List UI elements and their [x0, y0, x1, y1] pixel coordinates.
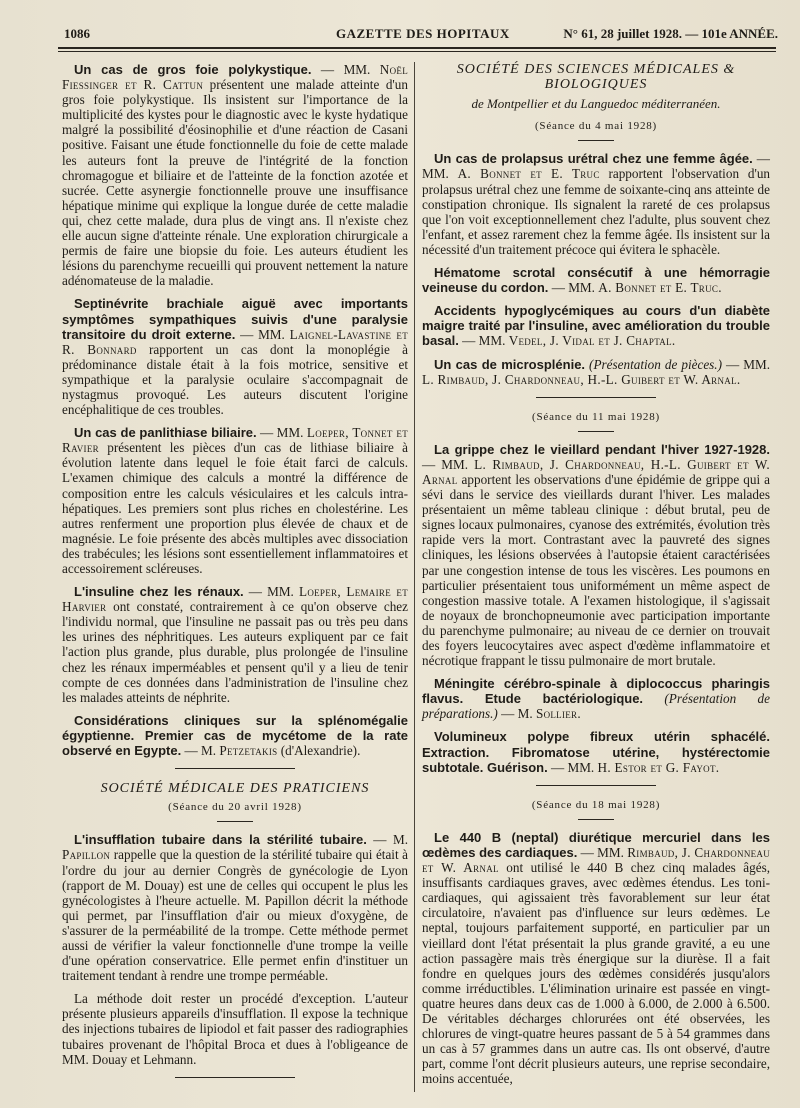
- journal-title: GAZETTE DES HOPITAUX: [336, 26, 510, 41]
- short-rule: [578, 140, 614, 141]
- article-hematome: Hématome scrotal consécutif à une hémorragie veineuse du cordon. — MM. A. Bonnet et E. Truc.: [422, 265, 770, 296]
- section-divider: [175, 1077, 295, 1078]
- article-title: L'insuline chez les rénaux.: [74, 584, 244, 600]
- article-title: Méningite cérébro-spinale à diplococcus pharingis flavus. Etude bactériologique.: [422, 676, 770, 707]
- article-authors: A. Bonnet et E. Truc: [457, 166, 600, 182]
- article-title: Un cas de panlithiase biliaire.: [74, 425, 257, 441]
- article-title: Un cas de microsplénie.: [434, 356, 586, 372]
- article-neptal: Le 440 B (neptal) diurétique mercuriel dans les œdèmes des cardiaques. — MM. Rimbaud, J. Chardonneau et W. Arnal ont utilisé le 440 B chez cinq malades âgés, insuffisants cardiaques graves, avec œdèmes étendus. Les toni-cardiaques, qui agissaient très favorablement sur leur état circulatoire, n'avaient pas d'influence sur leurs œdèmes. Le neptal, toujours parfaitement supporté, en particulier par un vieillard dont l'état présentait la plus grande gravité, a eu une action passagère mais très énergique sur la diurèse. Il a fait fondre en quelques jours des œdèmes considérés jusqu'alors comme irréductibles. L'élimination urinaire est passée en vingt-quatre heures dans deux cas de 1.000 à 6.000, de 2.000 à 6.500. De véritables décharges chlorurées ont été observées, les chlorures de vingt-quatre heures passant de 5 à 54 grammes dans un cas à 57 grammes dans un autre cas. Ils ont observé, d'autre part, comme l'ont décrit plusieurs auteurs, une reprise secondaire, moins accentuée,: [422, 829, 771, 1087]
- article-title: Considérations cliniques sur la splénomégalie égyptienne. Premier cas de mycétome de la rate observé en Egypte.: [62, 712, 408, 759]
- article-hypoglycemiques: Accidents hypoglycémiques au cours d'un diabète maigre traité par l'insuline, avec amélioration du trouble basal. — MM. Vedel, J. Vidal et J. Chaptal.: [422, 303, 770, 349]
- short-rule: [578, 819, 614, 820]
- article-meningite: Méningite cérébro-spinale à diplococcus pharingis flavus. Etude bactériologique. (Présentation de préparations.) — M. Sollier.: [422, 676, 770, 722]
- left-column: [62, 62, 408, 1090]
- article-title: Le 440 B (neptal) diurétique mercuriel dans les œdèmes des cardiaques.: [422, 829, 770, 860]
- session-date: (Séance du 18 mai 1928): [531, 798, 661, 811]
- section-divider: [536, 785, 656, 786]
- article-grippe: La grippe chez le vieillard pendant l'hiver 1927-1928. — MM. L. Rimbaud, J. Chardonneau, H.-L. Guibert et W. Arnal apportent les observations d'une épidémie de grippe qui a sévi dans le service des vieillards durant l'hiver. Les malades présentaient un même tableau clinique : début brutal, peu de signes locaux pulmonaires, cyanose des extrémités, évolution très rapide vers la mort. Contrastant avec la pauvreté des signes cliniques, les lésions observées à l'autopsie étaient caractérisées par une congestion intense de tous les viscères. Les poumons en particulier présentaient tous uniformément un même aspect de congestion massive totale. A l'examen histologique, il s'agissait de noyaux de bronchopneumonie avec participation importante du parenchyme pulmonaire; au niveau de ce dernier on trouvait des foyers leucocytaires avec aspect d'œdème inflammatoire et nécrotique frappant le tissu pulmonaire de mort brutale.: [422, 441, 771, 669]
- article-authors: Loeper, Lemaire et Harvier: [62, 584, 409, 615]
- session-date: (Séance du 4 mai 1928): [534, 120, 658, 133]
- article-insufflation: L'insufflation tubaire dans la stérilité tubaire. — M. Papillon rappelle que la question de la stérilité tubaire qui était à l'ordre du jour au dernier Congrès de gynécologie de Lyon (rapport de M. Douay) est une de celles qui occupent le plus les gynécologistes à l'heure actuelle. M. Papillon décrit la méthode qui permet, par l'insufflation d'air ou mieux d'oxygène, de s'assurer de la perméabilité de la trompe. Cette méthode permet aussi de vérifier la valeur fonctionnelle d'une trompe la veille d'une opération conservatrice. Elle permet enfin d'instituer un traitement tendant à rendre une trompe perméable.: [62, 832, 408, 984]
- article-microsplenie: Un cas de microsplénie. (Présentation de pièces.) — MM. L. Rimbaud, J. Chardonneau, H.-L. Guibert et W. Arnal.: [422, 356, 770, 387]
- article-splenomegalie: Considérations cliniques sur la splénomégalie égyptienne. Premier cas de mycétome de la rate observé en Egypte. — M. Petzetakis (d'Alexandrie).: [62, 712, 408, 759]
- article-title: Septinévrite brachiale aiguë avec importants symptômes sympathiques suivis d'une paralysie transitoire du droit externe.: [62, 296, 408, 342]
- article-prolapsus: Un cas de prolapsus urétral chez une femme âgée. — MM. A. Bonnet et E. Truc rapportent l'observation d'un prolapsus urétral chez une femme de soixante-cinq ans atteinte de constipation chronique. Ils signalent la rareté de ces prolapsus que l'on voit exceptionnellement chez l'adulte, plus souvent chez l'enfant, et assez rarement chez la femme âgée. Ils insistent sur la nécessité d'un traitement précoce qui évitera le sphacèle.: [422, 151, 771, 257]
- article-authors: Vedel, J. Vidal et J. Chaptal: [508, 333, 672, 349]
- article-authors: Noël Fiessinger et R. Cattun: [62, 62, 408, 93]
- page-header: [64, 26, 778, 48]
- issue-info: N° 61, 28 juillet 1928. — 101e ANNÉE.: [563, 26, 778, 41]
- article-insufflation-cont: La méthode doit rester un procédé d'exception. L'auteur présente plusieurs appareils d'insufflation. Il expose la technique des injections tubaires de lipiodol et fait passer des radiographies tubaires provenant de l'hôpital Broca et dues à l'obligeance de MM. Douay et Lehmann.: [62, 991, 408, 1067]
- article-insuline-renaux: L'insuline chez les rénaux. — MM. Loeper, Lemaire et Harvier ont constaté, contrairement à ce qu'on observe chez l'individu normal, que l'insuline ne passait pas ou très peu dans les urines des néphritiques. Les auteurs expliquent par ce fait l'action plus grande, plus durable, plus prolongée de l'insuline chez les rénaux imperméables et pensent qu'il y a lieu de tenir compte de ces données dans l'administration de l'insuline chez les malades atteints de néphrite.: [62, 584, 409, 705]
- article-authors: L. Rimbaud, J. Chardonneau, H.-L. Guibert et W. Arnal: [422, 456, 771, 487]
- article-authors: Petzetakis: [219, 743, 278, 759]
- short-rule: [578, 431, 614, 432]
- article-polykystique: Un cas de gros foie polykystique. — MM. Noël Fiessinger et R. Cattun présentent une malade atteinte d'un gros foie polykystique. Ils insistent sur l'importance de la multiplicité des kystes pour le diagnostic avec le kyste hydatique malgré la possibilité d'éosinophilie et d'une réaction de Casani positive. Faisant une étude fonctionnelle du foie de cette malade les auteurs font la preuve de l'intégrité de la fonction chromagogue et biliaire et de l'atteinte de la fonction azotée et sucrée. Cette asynergie fonctionnelle prouve une insuffisance hépatique minime qui explique la longue durée de cette maladie qui, chez cette malade, dura plus de vingt ans. Il n'existe chez elle aucun signe d'atteinte rénale. Une exploration chirurgicale a permis de faire une biopsie du foie. Les auteurs étudient les lésions du parenchyme recueilli qui prouvent nettement la nature adénomateuse de la maladie.: [62, 62, 408, 289]
- article-title: Hématome scrotal consécutif à une hémorragie veineuse du cordon.: [422, 265, 770, 296]
- section-divider: [175, 768, 295, 769]
- article-authors: Rimbaud, J. Chardonneau et W. Arnal: [422, 844, 771, 876]
- header-rule: [58, 47, 776, 49]
- page-number: 1086: [64, 26, 90, 41]
- article-title: L'insufflation tubaire dans la stérilité tubaire.: [74, 832, 367, 848]
- society-heading: SOCIÉTÉ MÉDICALE DES PRATICIENS: [100, 781, 370, 797]
- article-septinevrite: Septinévrite brachiale aiguë avec importants symptômes sympathiques suivis d'une paralysie transitoire du droit externe. — MM. Laignel-Lavastine et R. Bonnard rapportent un cas dont la monoplégie à prédominance distale était à la fois motrice, sensitive et sympathique et la paralysie oculaire s'accompagnait de nystagmus provoqué. Les auteurs discutent l'origine encéphalitique de ces troubles.: [62, 296, 409, 418]
- article-authors: Loeper, Tonnet et Ravier: [62, 425, 409, 456]
- section-divider: [536, 397, 656, 398]
- article-title: Volumineux polype fibreux utérin sphacélé. Extraction. Fibromatose utérine, hystérectomie subtotale. Guérison.: [422, 729, 770, 775]
- article-polype: Volumineux polype fibreux utérin sphacélé. Extraction. Fibromatose utérine, hystérectomie subtotale. Guérison. — MM. H. Estor et G. Fayot.: [422, 729, 770, 775]
- article-title: Accidents hypoglycémiques au cours d'un diabète maigre traité par l'insuline, avec amélioration du trouble basal.: [422, 303, 770, 349]
- article-authors: A. Bonnet et E. Truc: [598, 280, 719, 296]
- right-column: [422, 62, 770, 1094]
- article-authors: Laignel-Lavastine et R. Bonnard: [62, 326, 408, 357]
- article-authors: L. Rimbaud, J. Chardonneau, H.-L. Guibert et W. Arnal: [422, 371, 737, 387]
- session-date: (Séance du 11 mai 1928): [532, 410, 660, 423]
- article-panlithiase: Un cas de panlithiase biliaire. — MM. Loeper, Tonnet et Ravier présentent les pièces d'un cas de lithiase biliaire à évolution latente dans lequel le foie était farci de calculs. L'examen chimique des calculs a montré la différence de composition entre les calculs vésiculaires et les calculs intra-hépatiques. Les premiers sont plus riches en cholestérine. Les autres renferment une proportion plus élevée de chaux et de magnésie. Le foie présente des abcès multiples avec dissociation des trabécules; les lésions sont essentiellement inflammatoires et accessoirement scléreuses.: [62, 425, 409, 576]
- short-rule: [217, 821, 253, 822]
- session-date: (Séance du 20 avril 1928): [168, 801, 302, 814]
- article-authors: Papillon: [62, 847, 111, 863]
- header-rule-thin: [58, 51, 776, 52]
- society-subheading: de Montpellier et du Languedoc méditerranéen.: [471, 96, 721, 112]
- society-heading: SOCIÉTÉ DES SCIENCES MÉDICALES & BIOLOGIQUES: [456, 62, 736, 93]
- article-authors: H. Estor et G. Fayot: [597, 759, 716, 775]
- article-title: Un cas de prolapsus urétral chez une femme âgée.: [434, 151, 753, 167]
- article-title: La grippe chez le vieillard pendant l'hiver 1927-1928.: [434, 441, 770, 457]
- column-divider: [414, 62, 415, 1092]
- article-title: Un cas de gros foie polykystique.: [74, 62, 312, 77]
- article-authors: Sollier: [535, 706, 578, 722]
